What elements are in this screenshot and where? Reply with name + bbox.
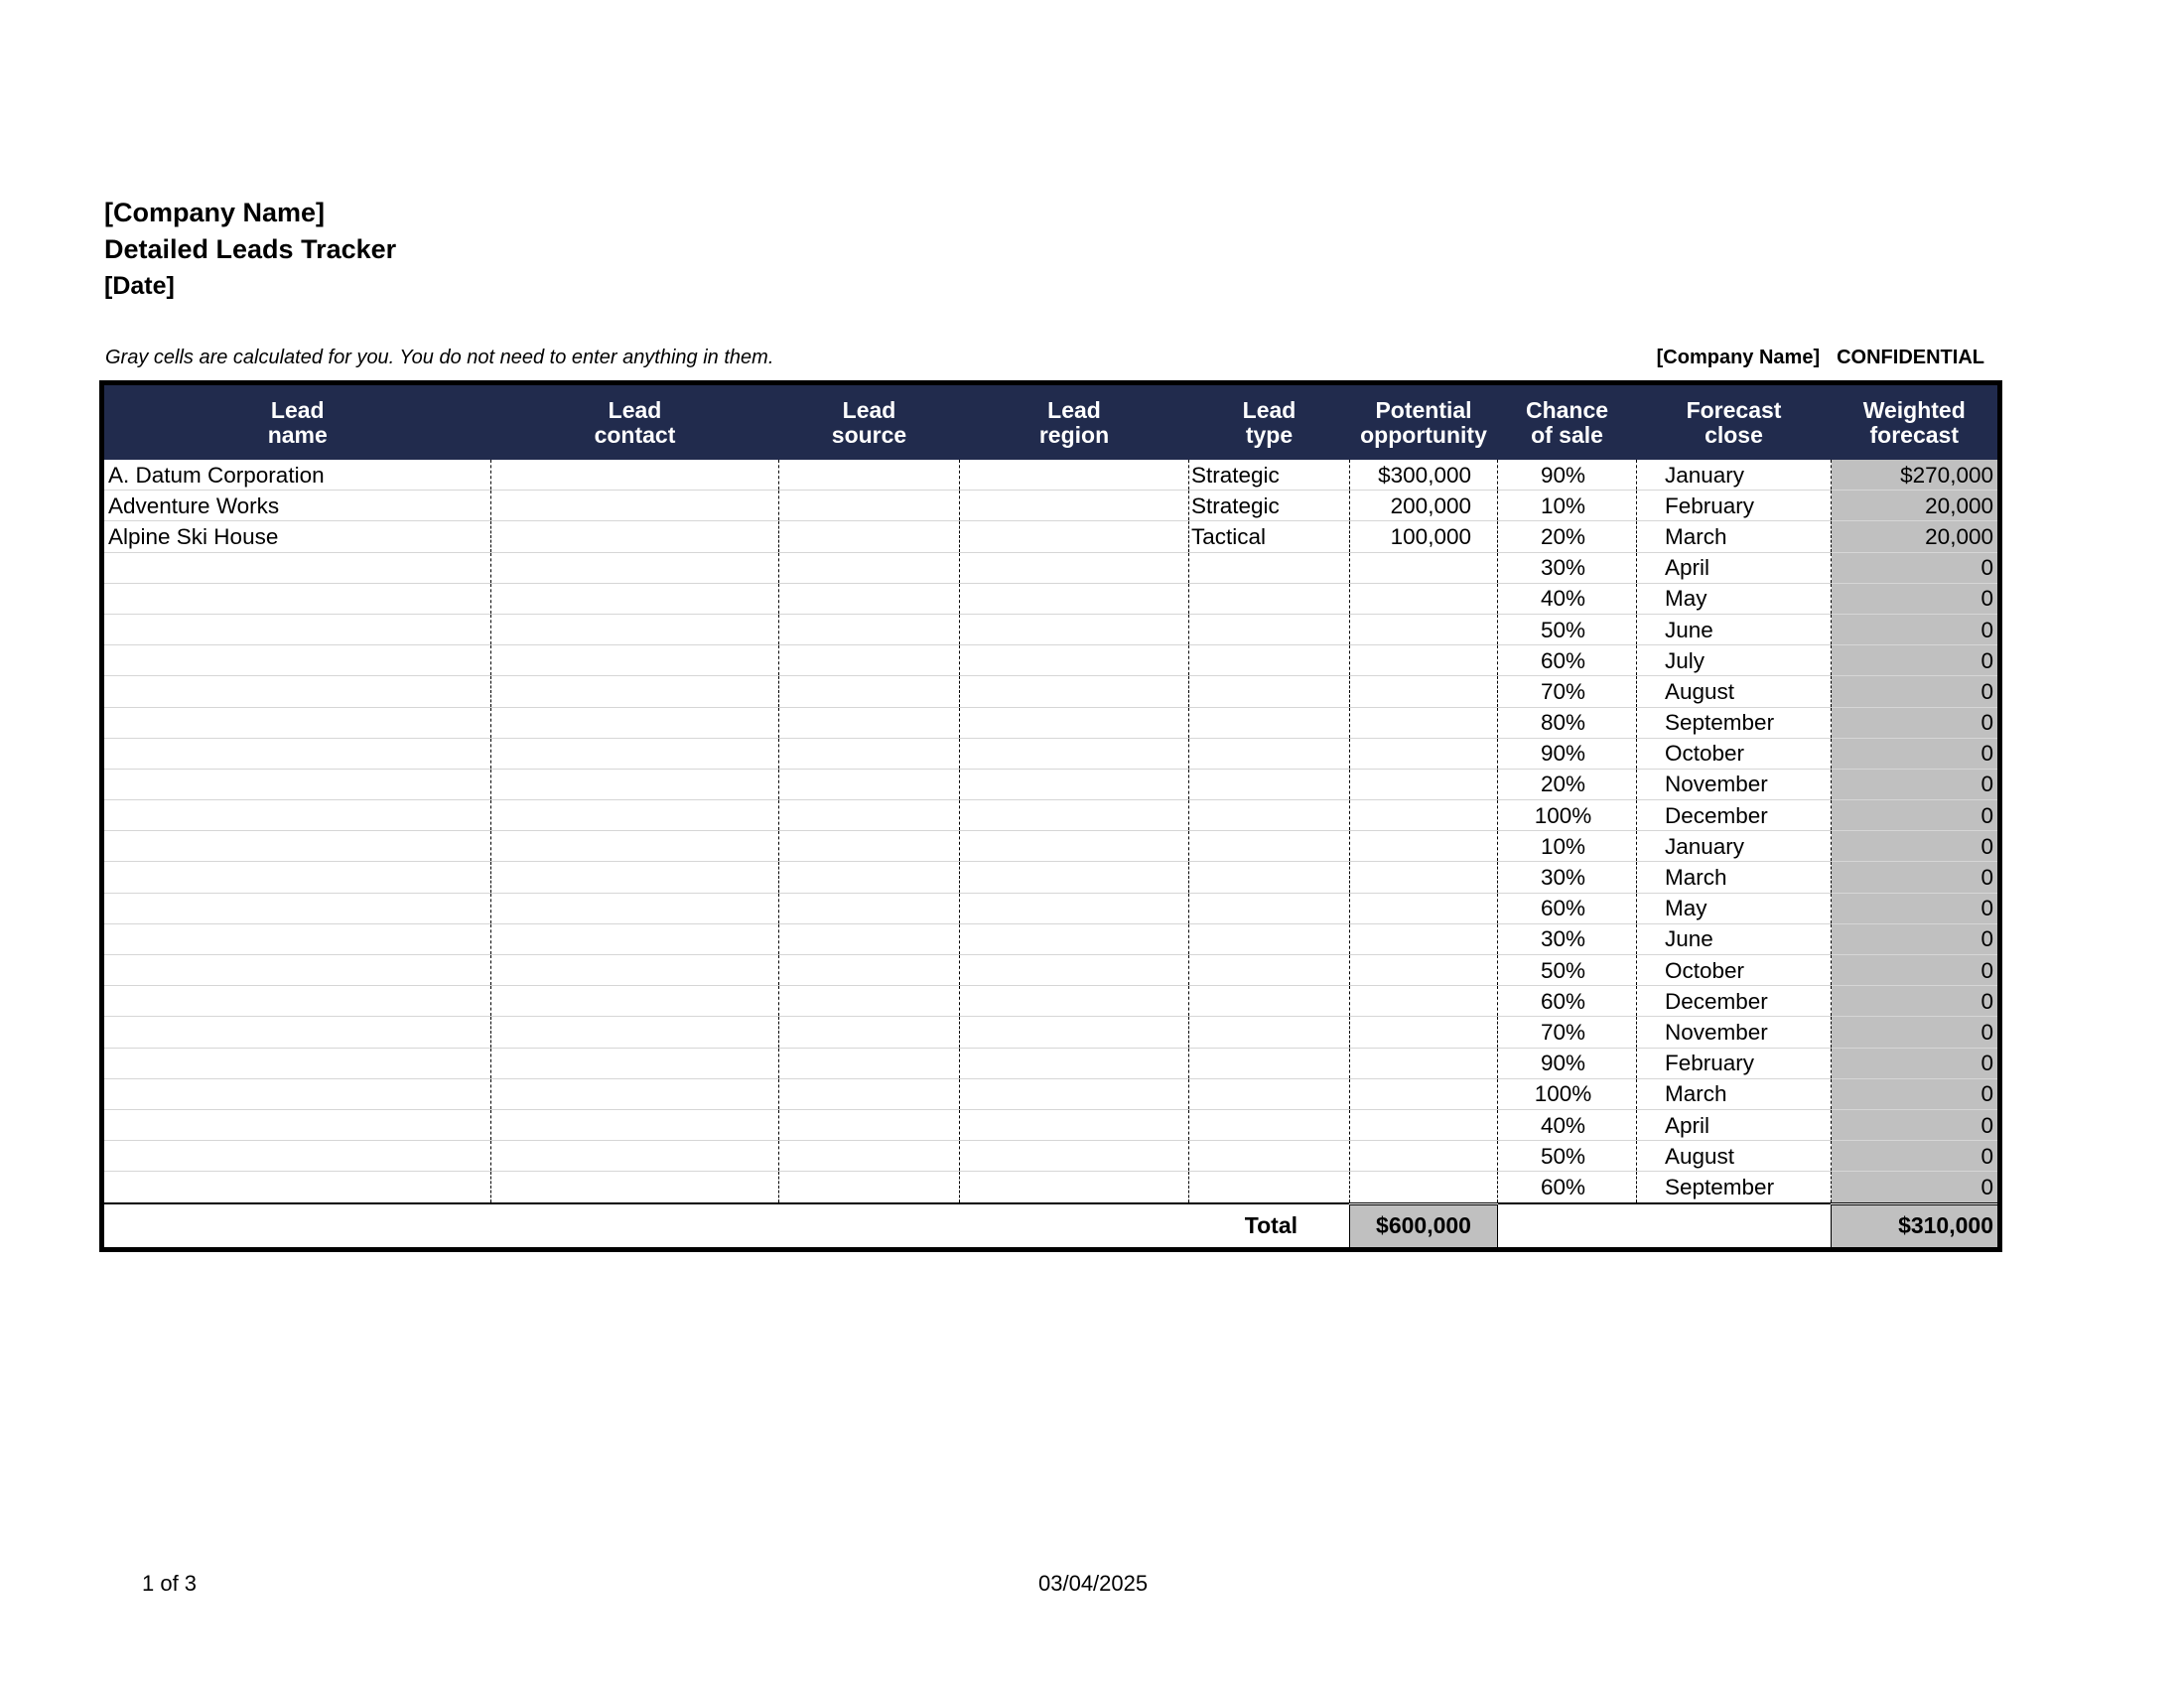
cell-lead-source[interactable] [779,923,960,954]
cell-weighted-forecast: 0 [1832,1017,2000,1048]
cell-potential-opportunity[interactable] [1350,769,1498,799]
page-number: 1 of 3 [142,1571,198,1596]
cell-weighted-forecast: 0 [1832,1172,2000,1203]
total-label: Total [102,1203,1350,1249]
column-header-line: Forecast [1686,396,1782,423]
cell-chance-of-sale[interactable]: 30% [1498,923,1637,954]
cell-lead-contact[interactable] [491,986,779,1017]
column-header-line: name [267,421,328,448]
cell-chance-of-sale[interactable]: 10% [1498,491,1637,521]
cell-chance-of-sale[interactable]: 90% [1498,1048,1637,1078]
cell-lead-name[interactable] [102,986,491,1017]
cell-lead-type[interactable] [1189,1109,1350,1140]
cell-lead-type[interactable] [1189,955,1350,986]
cell-weighted-forecast: 20,000 [1832,491,2000,521]
cell-weighted-forecast: 0 [1832,1078,2000,1109]
cell-weighted-forecast: 0 [1832,1048,2000,1078]
footer-date: 03/04/2025 [1038,1571,1149,1596]
cell-lead-type[interactable]: Strategic [1189,460,1350,491]
cell-lead-region[interactable] [960,738,1189,769]
cell-lead-region[interactable] [960,986,1189,1017]
cell-forecast-close[interactable]: November [1637,769,1832,799]
cell-lead-type[interactable] [1189,893,1350,923]
cell-lead-source[interactable] [779,552,960,583]
cell-lead-source[interactable] [779,460,960,491]
cell-lead-source[interactable] [779,614,960,644]
column-header-lead-contact [491,383,779,461]
column-header-line: Lead [608,396,662,423]
cell-forecast-close[interactable]: January [1637,460,1832,491]
table-row [102,986,2000,1017]
table-row [102,521,2000,552]
cell-lead-source[interactable] [779,862,960,893]
table-row [102,800,2000,831]
cell-lead-region[interactable] [960,769,1189,799]
header-row [102,383,2000,461]
cell-lead-contact[interactable] [491,1141,779,1172]
column-header-forecast-close [1637,383,1832,461]
cell-potential-opportunity[interactable] [1350,1078,1498,1109]
cell-chance-of-sale[interactable]: 30% [1498,552,1637,583]
cell-potential-opportunity[interactable] [1350,645,1498,676]
cell-lead-name[interactable] [102,1141,491,1172]
confidential-company: [Company Name] [1656,347,1821,368]
cell-lead-region[interactable] [960,955,1189,986]
cell-weighted-forecast: 0 [1832,955,2000,986]
document-title: Detailed Leads Tracker [104,234,397,264]
table-row [102,955,2000,986]
cell-chance-of-sale[interactable]: 20% [1498,521,1637,552]
cell-lead-region[interactable] [960,800,1189,831]
cell-chance-of-sale[interactable]: 50% [1498,1141,1637,1172]
cell-potential-opportunity[interactable] [1350,831,1498,862]
cell-weighted-forecast: $270,000 [1832,460,2000,491]
total-row [102,1203,2000,1249]
cell-forecast-close[interactable]: August [1637,1141,1832,1172]
cell-potential-opportunity[interactable] [1350,1048,1498,1078]
document-date: [Date] [104,272,175,300]
table-row [102,862,2000,893]
cell-weighted-forecast: 0 [1832,769,2000,799]
leads-table [99,380,2002,1252]
cell-lead-contact[interactable] [491,893,779,923]
table-row [102,923,2000,954]
cell-lead-name[interactable] [102,1172,491,1203]
cell-potential-opportunity[interactable] [1350,1017,1498,1048]
cell-lead-name[interactable] [102,645,491,676]
column-header-weighted-forecast [1832,383,2000,461]
cell-forecast-close[interactable]: March [1637,521,1832,552]
cell-lead-source[interactable] [779,831,960,862]
cell-lead-name[interactable]: A. Datum Corporation [102,460,491,491]
cell-lead-region[interactable] [960,1109,1189,1140]
cell-chance-of-sale[interactable]: 60% [1498,986,1637,1017]
cell-lead-contact[interactable] [491,707,779,738]
cell-lead-name[interactable] [102,1017,491,1048]
cell-chance-of-sale[interactable]: 10% [1498,831,1637,862]
column-header-lead-type [1189,383,1350,461]
table-row [102,1109,2000,1140]
cell-lead-name[interactable] [102,707,491,738]
cell-weighted-forecast: 0 [1832,1141,2000,1172]
cell-weighted-forecast: 0 [1832,893,2000,923]
cell-weighted-forecast: 20,000 [1832,521,2000,552]
cell-lead-name[interactable] [102,1078,491,1109]
cell-chance-of-sale[interactable]: 50% [1498,955,1637,986]
cell-lead-source[interactable] [779,676,960,707]
cell-lead-type[interactable] [1189,923,1350,954]
cell-lead-type[interactable] [1189,862,1350,893]
cell-lead-type[interactable] [1189,986,1350,1017]
cell-lead-region[interactable] [960,831,1189,862]
cell-lead-name[interactable] [102,552,491,583]
cell-lead-contact[interactable] [491,1109,779,1140]
company-name: [Company Name] [104,198,326,227]
cell-lead-source[interactable] [779,1109,960,1140]
cell-lead-region[interactable] [960,1141,1189,1172]
cell-lead-contact[interactable] [491,862,779,893]
cell-lead-region[interactable] [960,1048,1189,1078]
cell-lead-name[interactable] [102,676,491,707]
cell-lead-name[interactable] [102,738,491,769]
cell-lead-type[interactable] [1189,707,1350,738]
cell-lead-contact[interactable] [491,1172,779,1203]
cell-chance-of-sale[interactable]: 100% [1498,800,1637,831]
cell-lead-name[interactable] [102,893,491,923]
cell-lead-name[interactable] [102,923,491,954]
cell-lead-source[interactable] [779,521,960,552]
cell-chance-of-sale[interactable]: 60% [1498,1172,1637,1203]
cell-lead-region[interactable] [960,862,1189,893]
cell-forecast-close[interactable]: September [1637,707,1832,738]
cell-forecast-close[interactable]: December [1637,800,1832,831]
table-row [102,893,2000,923]
cell-lead-region[interactable] [960,614,1189,644]
column-header-line: Lead [270,396,325,423]
cell-potential-opportunity[interactable] [1350,614,1498,644]
column-header-line: of sale [1531,421,1603,448]
cell-chance-of-sale[interactable]: 70% [1498,676,1637,707]
cell-chance-of-sale[interactable]: 20% [1498,769,1637,799]
cell-potential-opportunity[interactable] [1350,676,1498,707]
cell-forecast-close[interactable]: April [1637,552,1832,583]
total-weighted: $310,000 [1832,1203,2000,1249]
cell-lead-contact[interactable] [491,645,779,676]
total-potential: $600,000 [1350,1203,1498,1249]
cell-forecast-close[interactable]: April [1637,1109,1832,1140]
column-header-potential-opportunity [1350,383,1498,461]
cell-lead-source[interactable] [779,707,960,738]
cell-lead-contact[interactable] [491,583,779,614]
cell-weighted-forecast: 0 [1832,800,2000,831]
cell-weighted-forecast: 0 [1832,707,2000,738]
cell-lead-source[interactable] [779,1048,960,1078]
cell-chance-of-sale[interactable]: 60% [1498,893,1637,923]
column-header-lead-source [779,383,960,461]
cell-lead-region[interactable] [960,645,1189,676]
cell-potential-opportunity[interactable]: 200,000 [1350,491,1498,521]
cell-lead-source[interactable] [779,738,960,769]
cell-lead-region[interactable] [960,491,1189,521]
column-header-lead-region [960,383,1189,461]
cell-lead-region[interactable] [960,923,1189,954]
cell-chance-of-sale[interactable]: 90% [1498,460,1637,491]
cell-forecast-close[interactable]: September [1637,1172,1832,1203]
cell-lead-contact[interactable] [491,521,779,552]
cell-lead-type[interactable] [1189,645,1350,676]
cell-forecast-close[interactable]: May [1637,893,1832,923]
cell-lead-source[interactable] [779,1172,960,1203]
cell-lead-contact[interactable] [491,769,779,799]
cell-lead-type[interactable] [1189,614,1350,644]
cell-potential-opportunity[interactable] [1350,893,1498,923]
table-row [102,738,2000,769]
cell-lead-source[interactable] [779,645,960,676]
cell-forecast-close[interactable]: October [1637,955,1832,986]
cell-lead-region[interactable] [960,1078,1189,1109]
cell-lead-type[interactable] [1189,1017,1350,1048]
cell-forecast-close[interactable]: May [1637,583,1832,614]
cell-lead-contact[interactable] [491,831,779,862]
cell-forecast-close[interactable]: February [1637,491,1832,521]
cell-weighted-forecast: 0 [1832,923,2000,954]
cell-lead-type[interactable] [1189,1141,1350,1172]
cell-forecast-close[interactable]: August [1637,676,1832,707]
column-header-line: region [1038,421,1110,448]
cell-lead-type[interactable] [1189,1048,1350,1078]
cell-lead-name[interactable] [102,955,491,986]
column-header-line: opportunity [1360,421,1487,448]
cell-forecast-close[interactable]: July [1637,645,1832,676]
cell-potential-opportunity[interactable] [1350,738,1498,769]
cell-chance-of-sale[interactable]: 90% [1498,738,1637,769]
table-row [102,460,2000,491]
column-header-line: type [1245,421,1294,448]
cell-forecast-close[interactable]: January [1637,831,1832,862]
cell-forecast-close[interactable]: June [1637,923,1832,954]
cell-chance-of-sale[interactable]: 30% [1498,862,1637,893]
cell-lead-region[interactable] [960,1172,1189,1203]
column-header-line: Lead [1242,396,1297,423]
cell-chance-of-sale[interactable]: 40% [1498,583,1637,614]
cell-lead-name[interactable]: Alpine Ski House [102,521,491,552]
cell-potential-opportunity[interactable] [1350,862,1498,893]
column-header-line: Chance [1525,396,1609,423]
table-row [102,676,2000,707]
cell-lead-contact[interactable] [491,614,779,644]
cell-lead-name[interactable] [102,583,491,614]
cell-weighted-forecast: 0 [1832,986,2000,1017]
cell-potential-opportunity[interactable] [1350,1172,1498,1203]
column-header-line: contact [594,421,676,448]
column-header-chance-of-sale [1498,383,1637,461]
cell-lead-type[interactable]: Tactical [1189,521,1350,552]
cell-lead-contact[interactable] [491,552,779,583]
cell-lead-region[interactable] [960,521,1189,552]
cell-lead-region[interactable] [960,460,1189,491]
cell-potential-opportunity[interactable] [1350,583,1498,614]
cell-potential-opportunity[interactable] [1350,707,1498,738]
cell-lead-contact[interactable] [491,1078,779,1109]
cell-lead-region[interactable] [960,583,1189,614]
table-row [102,831,2000,862]
table-row [102,1141,2000,1172]
cell-lead-source[interactable] [779,1078,960,1109]
cell-weighted-forecast: 0 [1832,583,2000,614]
gray-cells-note: Gray cells are calculated for you. You do not need to enter anything in them. [105,347,774,368]
cell-potential-opportunity[interactable] [1350,986,1498,1017]
cell-lead-type[interactable] [1189,769,1350,799]
table-row [102,769,2000,799]
total-spacer [1498,1203,1832,1249]
cell-lead-name[interactable] [102,831,491,862]
cell-lead-type[interactable] [1189,1078,1350,1109]
cell-lead-region[interactable] [960,676,1189,707]
cell-lead-contact[interactable] [491,800,779,831]
table-row [102,491,2000,521]
table-row [102,1017,2000,1048]
cell-lead-name[interactable] [102,769,491,799]
cell-lead-contact[interactable] [491,738,779,769]
cell-potential-opportunity[interactable]: 100,000 [1350,521,1498,552]
cell-lead-type[interactable] [1189,738,1350,769]
cell-potential-opportunity[interactable] [1350,800,1498,831]
cell-lead-name[interactable] [102,862,491,893]
cell-chance-of-sale[interactable]: 70% [1498,1017,1637,1048]
confidential-label [1657,347,1984,369]
cell-lead-contact[interactable] [491,923,779,954]
cell-potential-opportunity[interactable] [1350,1141,1498,1172]
cell-lead-type[interactable]: Strategic [1189,491,1350,521]
cell-weighted-forecast: 0 [1832,645,2000,676]
column-header-line: Lead [1047,396,1101,423]
column-header-line: Weighted [1862,396,1966,423]
cell-potential-opportunity[interactable] [1350,955,1498,986]
column-header-line: close [1705,421,1763,448]
table-row [102,583,2000,614]
cell-weighted-forecast: 0 [1832,738,2000,769]
cell-forecast-close[interactable]: February [1637,1048,1832,1078]
confidential-text: CONFIDENTIAL [1837,347,1984,368]
cell-lead-name[interactable] [102,614,491,644]
title-block [104,195,396,305]
column-header-line: forecast [1869,421,1959,448]
cell-lead-source[interactable] [779,1017,960,1048]
cell-weighted-forecast: 0 [1832,614,2000,644]
cell-potential-opportunity[interactable]: $300,000 [1350,460,1498,491]
cell-chance-of-sale[interactable]: 100% [1498,1078,1637,1109]
cell-lead-source[interactable] [779,1141,960,1172]
cell-lead-name[interactable] [102,1109,491,1140]
column-header-line: source [831,421,907,448]
cell-lead-source[interactable] [779,583,960,614]
cell-lead-name[interactable] [102,800,491,831]
table-row [102,707,2000,738]
table-row [102,552,2000,583]
cell-weighted-forecast: 0 [1832,831,2000,862]
cell-forecast-close[interactable]: October [1637,738,1832,769]
cell-lead-contact[interactable] [491,955,779,986]
cell-weighted-forecast: 0 [1832,1109,2000,1140]
cell-weighted-forecast: 0 [1832,552,2000,583]
cell-lead-type[interactable] [1189,552,1350,583]
cell-lead-source[interactable] [779,800,960,831]
cell-weighted-forecast: 0 [1832,676,2000,707]
cell-lead-type[interactable] [1189,676,1350,707]
cell-lead-source[interactable] [779,769,960,799]
cell-forecast-close[interactable]: December [1637,986,1832,1017]
cell-lead-type[interactable] [1189,831,1350,862]
table-row [102,614,2000,644]
cell-forecast-close[interactable]: November [1637,1017,1832,1048]
cell-lead-source[interactable] [779,986,960,1017]
column-header-line: Potential [1375,396,1472,423]
cell-chance-of-sale[interactable]: 50% [1498,614,1637,644]
cell-lead-name[interactable] [102,1048,491,1078]
cell-lead-region[interactable] [960,893,1189,923]
table-body [102,460,2000,1203]
table-row [102,1048,2000,1078]
cell-lead-region[interactable] [960,707,1189,738]
cell-lead-contact[interactable] [491,1017,779,1048]
table-row [102,1172,2000,1203]
cell-lead-region[interactable] [960,552,1189,583]
cell-forecast-close[interactable]: March [1637,1078,1832,1109]
cell-lead-contact[interactable] [491,676,779,707]
column-header-line: Lead [842,396,896,423]
cell-lead-name[interactable]: Adventure Works [102,491,491,521]
cell-lead-type[interactable] [1189,800,1350,831]
cell-lead-source[interactable] [779,893,960,923]
cell-chance-of-sale[interactable]: 80% [1498,707,1637,738]
table-row [102,1078,2000,1109]
cell-potential-opportunity[interactable] [1350,923,1498,954]
cell-chance-of-sale[interactable]: 60% [1498,645,1637,676]
cell-potential-opportunity[interactable] [1350,552,1498,583]
cell-lead-source[interactable] [779,491,960,521]
cell-lead-contact[interactable] [491,491,779,521]
cell-chance-of-sale[interactable]: 40% [1498,1109,1637,1140]
cell-potential-opportunity[interactable] [1350,1109,1498,1140]
cell-lead-contact[interactable] [491,460,779,491]
table-row [102,645,2000,676]
cell-lead-type[interactable] [1189,1172,1350,1203]
cell-forecast-close[interactable]: June [1637,614,1832,644]
cell-lead-contact[interactable] [491,1048,779,1078]
column-header-lead-name [102,383,491,461]
cell-lead-region[interactable] [960,1017,1189,1048]
cell-lead-type[interactable] [1189,583,1350,614]
cell-lead-source[interactable] [779,955,960,986]
cell-forecast-close[interactable]: March [1637,862,1832,893]
cell-weighted-forecast: 0 [1832,862,2000,893]
